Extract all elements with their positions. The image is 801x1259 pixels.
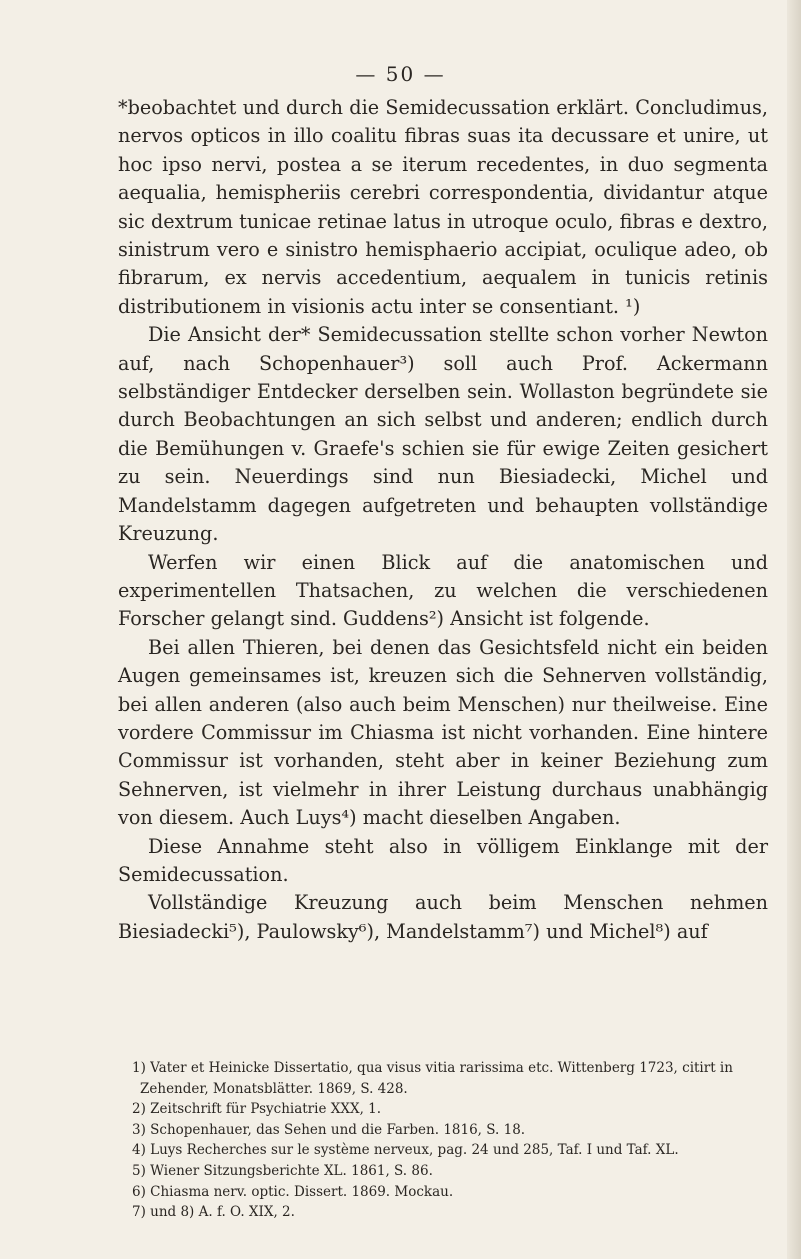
- footnote-4: 4) Luys Recherches sur le système nerveux, pag. 24 und 285, Taf. I und Taf. XL.: [132, 1142, 679, 1159]
- footnote-6: 6) Chiasma nerv. optic. Dissert. 1869. Mockau.: [132, 1183, 454, 1200]
- footnote-7: 7) und 8) A. f. O. XIX, 2.: [132, 1204, 295, 1221]
- paragraph-1: *beobachtet und durch die Semidecussation erklärt. Concludimus, nervos opticos in illo coalitu fibras suas ita decussare et unire, ut hoc ipso nervi, postea a se iterum recedentes, in duo segmenta aequalia, hemispheriis cerebri correspondentia, dividantur atque sic dextrum tunicae retinae latus in utroque oculo, fibras e dextro, sinistrum vero e sinistro hemisphaerio accipiat, oculique adeo, ob fibrarum, ex nervis accedentium, aequalem in tunicis retinis distributionem in visionis actu inter se consentiant. ¹): [118, 96, 768, 318]
- footnote-3: 3) Schopenhauer, das Sehen und die Farben. 1816, S. 18.: [132, 1121, 526, 1138]
- paragraph-3: Werfen wir einen Blick auf die anatomischen und experimentellen Thatsachen, zu welchen die verschiedenen Forscher gelangt sind. Guddens²) Ansicht ist folgende.: [118, 550, 768, 631]
- footnotes: [118, 1058, 773, 1223]
- paragraph-2: Die Ansicht der* Semidecussation stellte schon vorher Newton auf, nach Schopenhauer³) soll auch Prof. Ackermann selbständiger Entdecker derselben sein. Wollaston begründete sie durch Beobachtungen an sich selbst und anderen; endlich durch die Bemühungen v. Graefe's schien sie für ewige Zeiten gesichert zu sein. Neuerdings sind nun Biesiadecki, Michel und Mandelstamm dagegen aufgetreten und behaupten vollständige Kreuzung.: [118, 323, 768, 546]
- paragraph-5: Diese Annahme steht also in völligem Einklange mit der Semidecussation.: [118, 834, 768, 886]
- scan-edge-shadow: [787, 0, 801, 1259]
- page-number: — 50 —: [355, 62, 446, 86]
- paragraph-4: Bei allen Thieren, bei denen das Gesichtsfeld nicht ein beiden Augen gemeinsames ist, kreuzen sich die Sehnerven vollständig, bei allen anderen (also auch beim Menschen) nur theilweise. Eine vordere Commissur im Chiasma ist nicht vorhanden. Eine hintere Commissur ist vorhanden, steht aber in keiner Beziehung zum Sehnerven, ist vielmehr in ihrer Leistung durchaus unabhängig von diesem. Auch Luys⁴) macht dieselben Angaben.: [118, 635, 768, 830]
- main-text: [118, 94, 768, 946]
- paragraph-6: Vollständige Kreuzung auch beim Menschen nehmen Biesiadecki⁵), Paulowsky⁶), Mandelstamm⁷) und Michel⁸) auf: [118, 891, 768, 943]
- footnote-5: 5) Wiener Sitzungsberichte XL. 1861, S. 86.: [132, 1162, 433, 1179]
- footnote-1: 1) Vater et Heinicke Dissertatio, qua visus vitia rarissima etc. Wittenberg 1723, citirt in Zehender, Monatsblätter. 1869, S. 428.: [132, 1060, 733, 1097]
- footnote-2: 2) Zeitschrift für Psychiatrie XXX, 1.: [132, 1101, 382, 1118]
